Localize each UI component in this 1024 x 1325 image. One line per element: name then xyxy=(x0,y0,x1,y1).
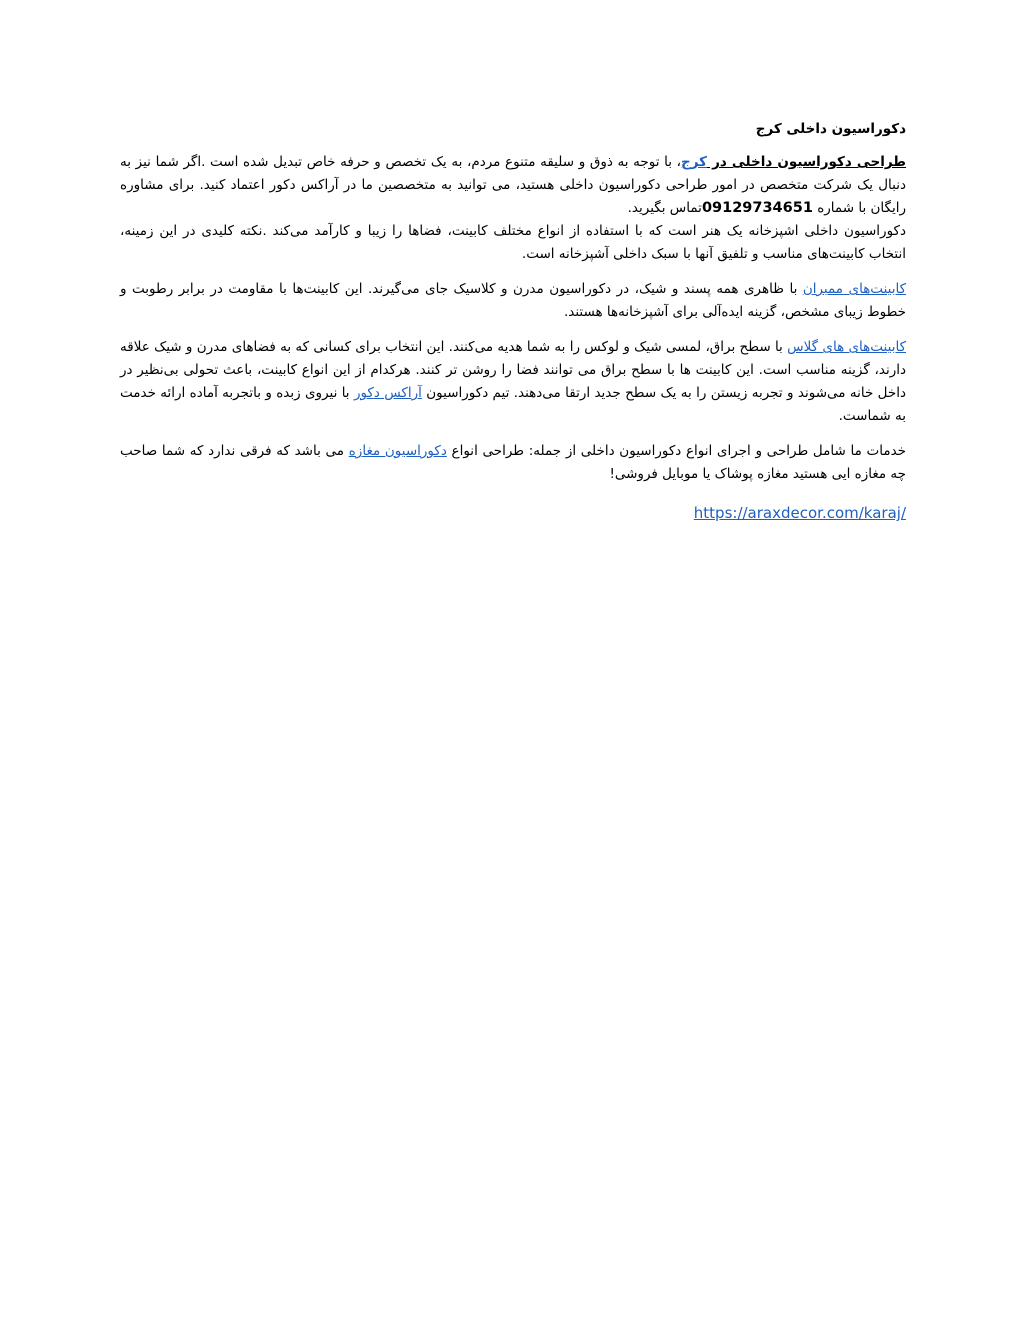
karaj-link[interactable]: کرج xyxy=(681,154,708,170)
url-line xyxy=(120,502,906,525)
paragraph-glass xyxy=(120,336,906,428)
intro-call-text: تماس بگیرید. xyxy=(627,200,702,216)
intro-text: ، با توجه به ذوق و سلیقه متنوع مردم، به یک تخصص و حرفه خاص تبدیل شده است .اگر شما نیز به دنبال یک شرکت متخصص در امور طراحی دکوراسیون داخلی هستید، می توانید به متخصصین ما در آراکس دکور اعتماد کنید. برای مشاوره رایگان با شماره xyxy=(120,154,906,216)
glass-text: با سطح براق، لمسی شیک و لوکس را به شما هدیه می‌کنند. این انتخاب برای کسانی که به فضاهای مدرن و شیک علاقه دارند، گزینه مناسب است. این کابینت ها با سطح براق می توانند فضا را روشن تر کنند. هرکدام از این انواع کابینت، باعث تحولی بی‌نظیر در داخل خانه می‌شوند و تجربه زیستن را به یک سطح جدید ارتقا می‌دهند. تیم دکوراسیون xyxy=(120,339,906,401)
intro-bold-text: طراحی دکوراسیون داخلی در xyxy=(707,154,906,170)
shop-decoration-link[interactable]: دکوراسیون مغازه xyxy=(348,443,447,459)
glass-text-end: با نیروی زبده و باتجربه آماده ارائه خدمت به شماست. xyxy=(120,385,906,424)
membrane-text: با ظاهری همه پسند و شیک، در دکوراسیون مدرن و کلاسیک جای می‌گیرند. این کابینت‌ها با مقاومت در برابر رطوبت و خطوط زیبای مشخص، گزینه ایده‌آلی برای آشپزخانه‌ها هستند. xyxy=(120,281,906,320)
paragraph-kitchen: دکوراسیون داخلی اشپزخانه یک هنر است که با استفاده از انواع مختلف کابینت، فضاها را زیبا و کارآمد می‌کند .نکته کلیدی در این زمینه، انتخاب کابینت‌های مناسب و تلفیق آنها با سبک داخلی آشپزخانه است. xyxy=(120,223,906,262)
paragraph-intro xyxy=(120,151,906,220)
document-body xyxy=(120,118,906,525)
glass-cabinets-link[interactable]: کابینت‌های های گلاس xyxy=(787,339,906,355)
arax-decor-link[interactable]: آراکس دکور xyxy=(353,385,422,401)
website-url-link[interactable]: https://araxdecor.com/karaj/ xyxy=(693,504,906,522)
paragraph-services xyxy=(120,440,906,486)
services-text-end: می باشد که فرقی ندارد که شما صاحب چه مغازه ایی هستید مغازه پوشاک یا موبایل فروشی! xyxy=(120,443,906,482)
services-text: خدمات ما شامل طراحی و اجرای انواع دکوراسیون داخلی از جمله: طراحی انواع xyxy=(446,443,907,459)
phone-number: 09129734651 xyxy=(701,200,813,216)
page-title: دکوراسیون داخلی کرج xyxy=(755,121,906,137)
membrane-cabinets-link[interactable]: کابینت‌های ممبران xyxy=(802,281,907,297)
paragraph-membrane xyxy=(120,278,906,324)
